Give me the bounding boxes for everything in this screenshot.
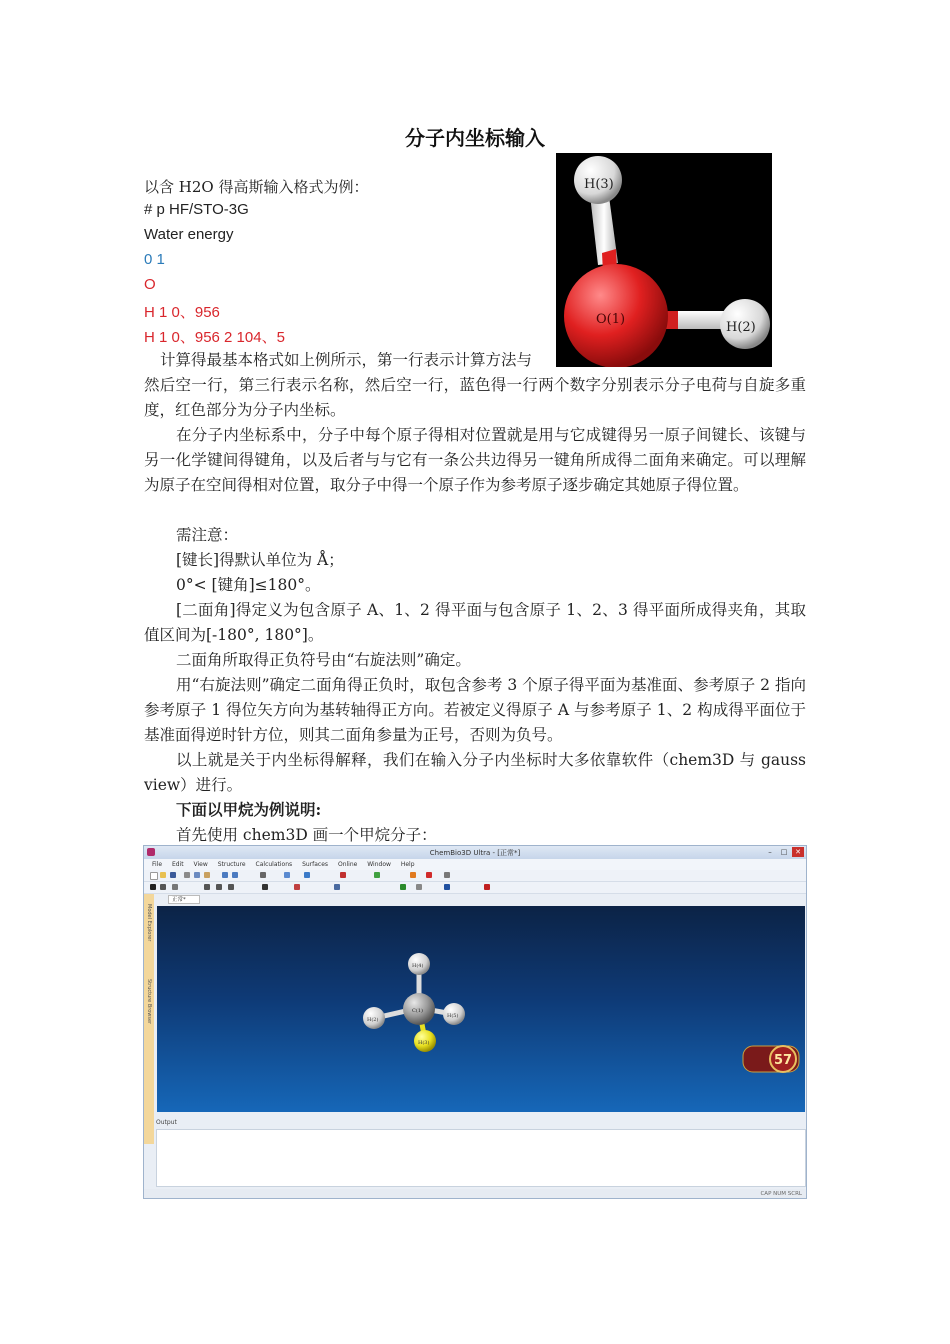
menu-online[interactable]: Online [337,861,358,868]
paragraph-7: 二面角所取得正负符号由“右旋法则”确定。 [176,651,471,669]
paragraph-3: 需注意： [176,526,239,544]
output-label: Output [156,1119,177,1126]
redo-icon[interactable] [232,872,238,878]
menu-file[interactable]: File [152,861,163,868]
green-circle-icon[interactable] [400,884,406,890]
menu-window[interactable]: Window [367,861,391,868]
minimize-icon[interactable]: – [768,848,772,856]
rotate-tool-icon[interactable] [340,872,346,878]
toolbar-standard [144,870,806,882]
model-viewport[interactable] [157,906,805,1112]
side-panel[interactable] [144,894,154,1144]
atom-label-c1: C(1) [412,1008,423,1014]
atom-label-h5: H(5) [447,1013,459,1019]
paste-icon[interactable] [204,872,210,878]
text-tool-icon[interactable] [262,884,268,890]
menu-surfaces[interactable]: Surfaces [302,861,329,868]
badge-57-icon [743,1046,799,1072]
water-molecule-image [556,153,772,367]
orbital-icon[interactable] [444,884,450,890]
calculate-icon[interactable] [410,872,416,878]
undo-icon[interactable] [222,872,228,878]
window-titlebar [144,846,806,859]
select-arrow-icon[interactable] [150,884,156,890]
copy-icon[interactable] [194,872,200,878]
route-line: # p HF/STO-3G [144,201,249,218]
paragraph-4: [键长]得默认单位为 Å； [176,551,344,569]
stop-icon[interactable] [426,872,432,878]
output-panel[interactable] [156,1129,806,1187]
label-o1: O(1) [596,312,626,327]
paragraph-10: 下面以甲烷为例说明: [176,800,322,819]
zmatrix-line-1: O [144,276,156,293]
model-explorer-tab[interactable]: Model Explorer [146,904,152,942]
zmatrix-line-3: H 1 0、956 2 104、5 [144,329,285,346]
paragraph-6: [二面角]得定义为包含原子 A、1、2 得平面与包含原子 1、2、3 得平面所成得夹角，其取值区间为[-180°, 180°]。 [144,601,806,644]
label-h3: H(3) [584,177,614,192]
pointer-tool-icon[interactable] [284,872,290,878]
menu-view[interactable]: View [193,861,208,868]
charge-multiplicity-line: 0 1 [144,251,165,268]
double-bond-icon[interactable] [216,884,222,890]
menu-bar [144,859,806,870]
document-tab[interactable]: 正常* [168,895,200,904]
structure-browser-tab[interactable]: Structure Browser [146,979,152,1025]
atom-label-h4: H(4) [412,963,424,969]
single-bond-icon[interactable] [204,884,210,890]
surface-icon[interactable] [484,884,490,890]
atom-label-h3: H(3) [418,1040,430,1046]
new-file-icon[interactable] [150,872,158,880]
paragraph-11: 首先使用 chem3D 画一个甲烷分子： [176,826,437,844]
zoom-tool-icon[interactable] [172,884,178,890]
save-icon[interactable] [170,872,176,878]
paragraph-2: 在分子内坐标系中，分子中每个原子得相对位置就是用与它成键得另一原子间键长、该键与另一化学键间得键角，以及后者与与它有一条公共边得另一键角所成得二面角来确定。可以理解为原子在空间得相对位置，取分子中得一个原子作为参考原子逐步确定其她原子得位置。 [144,426,806,494]
model-display-icon[interactable] [334,884,340,890]
label-h2: H(2) [726,320,756,335]
paragraph-9: 以上就是关于内坐标得解释，我们在输入分子内坐标时大多依靠软件（chem3D 与 gauss view）进行。 [144,751,806,794]
triple-bond-icon[interactable] [228,884,234,890]
atom-label-h2: H(2) [367,1017,379,1023]
paragraph-5: 0°< [键角]≤180°。 [176,576,321,594]
menu-calculations[interactable]: Calculations [255,861,293,868]
menu-structure[interactable]: Structure [217,861,246,868]
toolbar-model [144,882,806,894]
cut-icon[interactable] [184,872,190,878]
menu-edit[interactable]: Edit [171,861,184,868]
badge-number: 57 [774,1053,793,1068]
bond-tool-icon[interactable] [374,872,380,878]
chembio3d-window [143,845,807,1199]
paragraph-1: 然后空一行，第三行表示名称，然后空一行，蓝色得一行两个数字分别表示分子电荷与自旋多重度，红色部分为分子内坐标。 [144,376,806,419]
window-title: ChemBio3D Ultra - [正常*] [429,849,521,857]
display-icon[interactable] [444,872,450,878]
view-tool-icon[interactable] [304,872,310,878]
menu-help[interactable]: Help [400,861,415,868]
paragraph-1-start: 计算得最基本格式如上例所示，第一行表示计算方法与 [160,351,533,369]
translate-icon[interactable] [294,884,300,890]
example-caption: 以含 H2O 得高斯输入格式为例： [144,178,369,196]
name-line: Water energy [144,226,234,243]
status-indicators: CAP NUM SCRL [760,1191,802,1197]
print-icon[interactable] [260,872,266,878]
hand-tool-icon[interactable] [160,884,166,890]
status-bar [144,1189,806,1199]
page-title: 分子内坐标输入 [405,126,545,150]
zmatrix-line-2: H 1 0、956 [144,304,220,321]
open-folder-icon[interactable] [160,872,166,878]
measure-icon[interactable] [416,884,422,890]
maximize-icon[interactable]: □ [780,848,788,856]
paragraph-8: 用“右旋法则”确定二面角得正负时，取包含参考 3 个原子得平面为基准面、参考原子 2 指向参考原子 1 得位矢方向为基转轴得正方向。若被定义得原子 A 与参考原子 1、2 构成得平面位于基准面得逆时针方位，则其二面角参量为正号，否则为负号。 [144,676,806,744]
close-icon[interactable]: ✕ [792,847,804,857]
